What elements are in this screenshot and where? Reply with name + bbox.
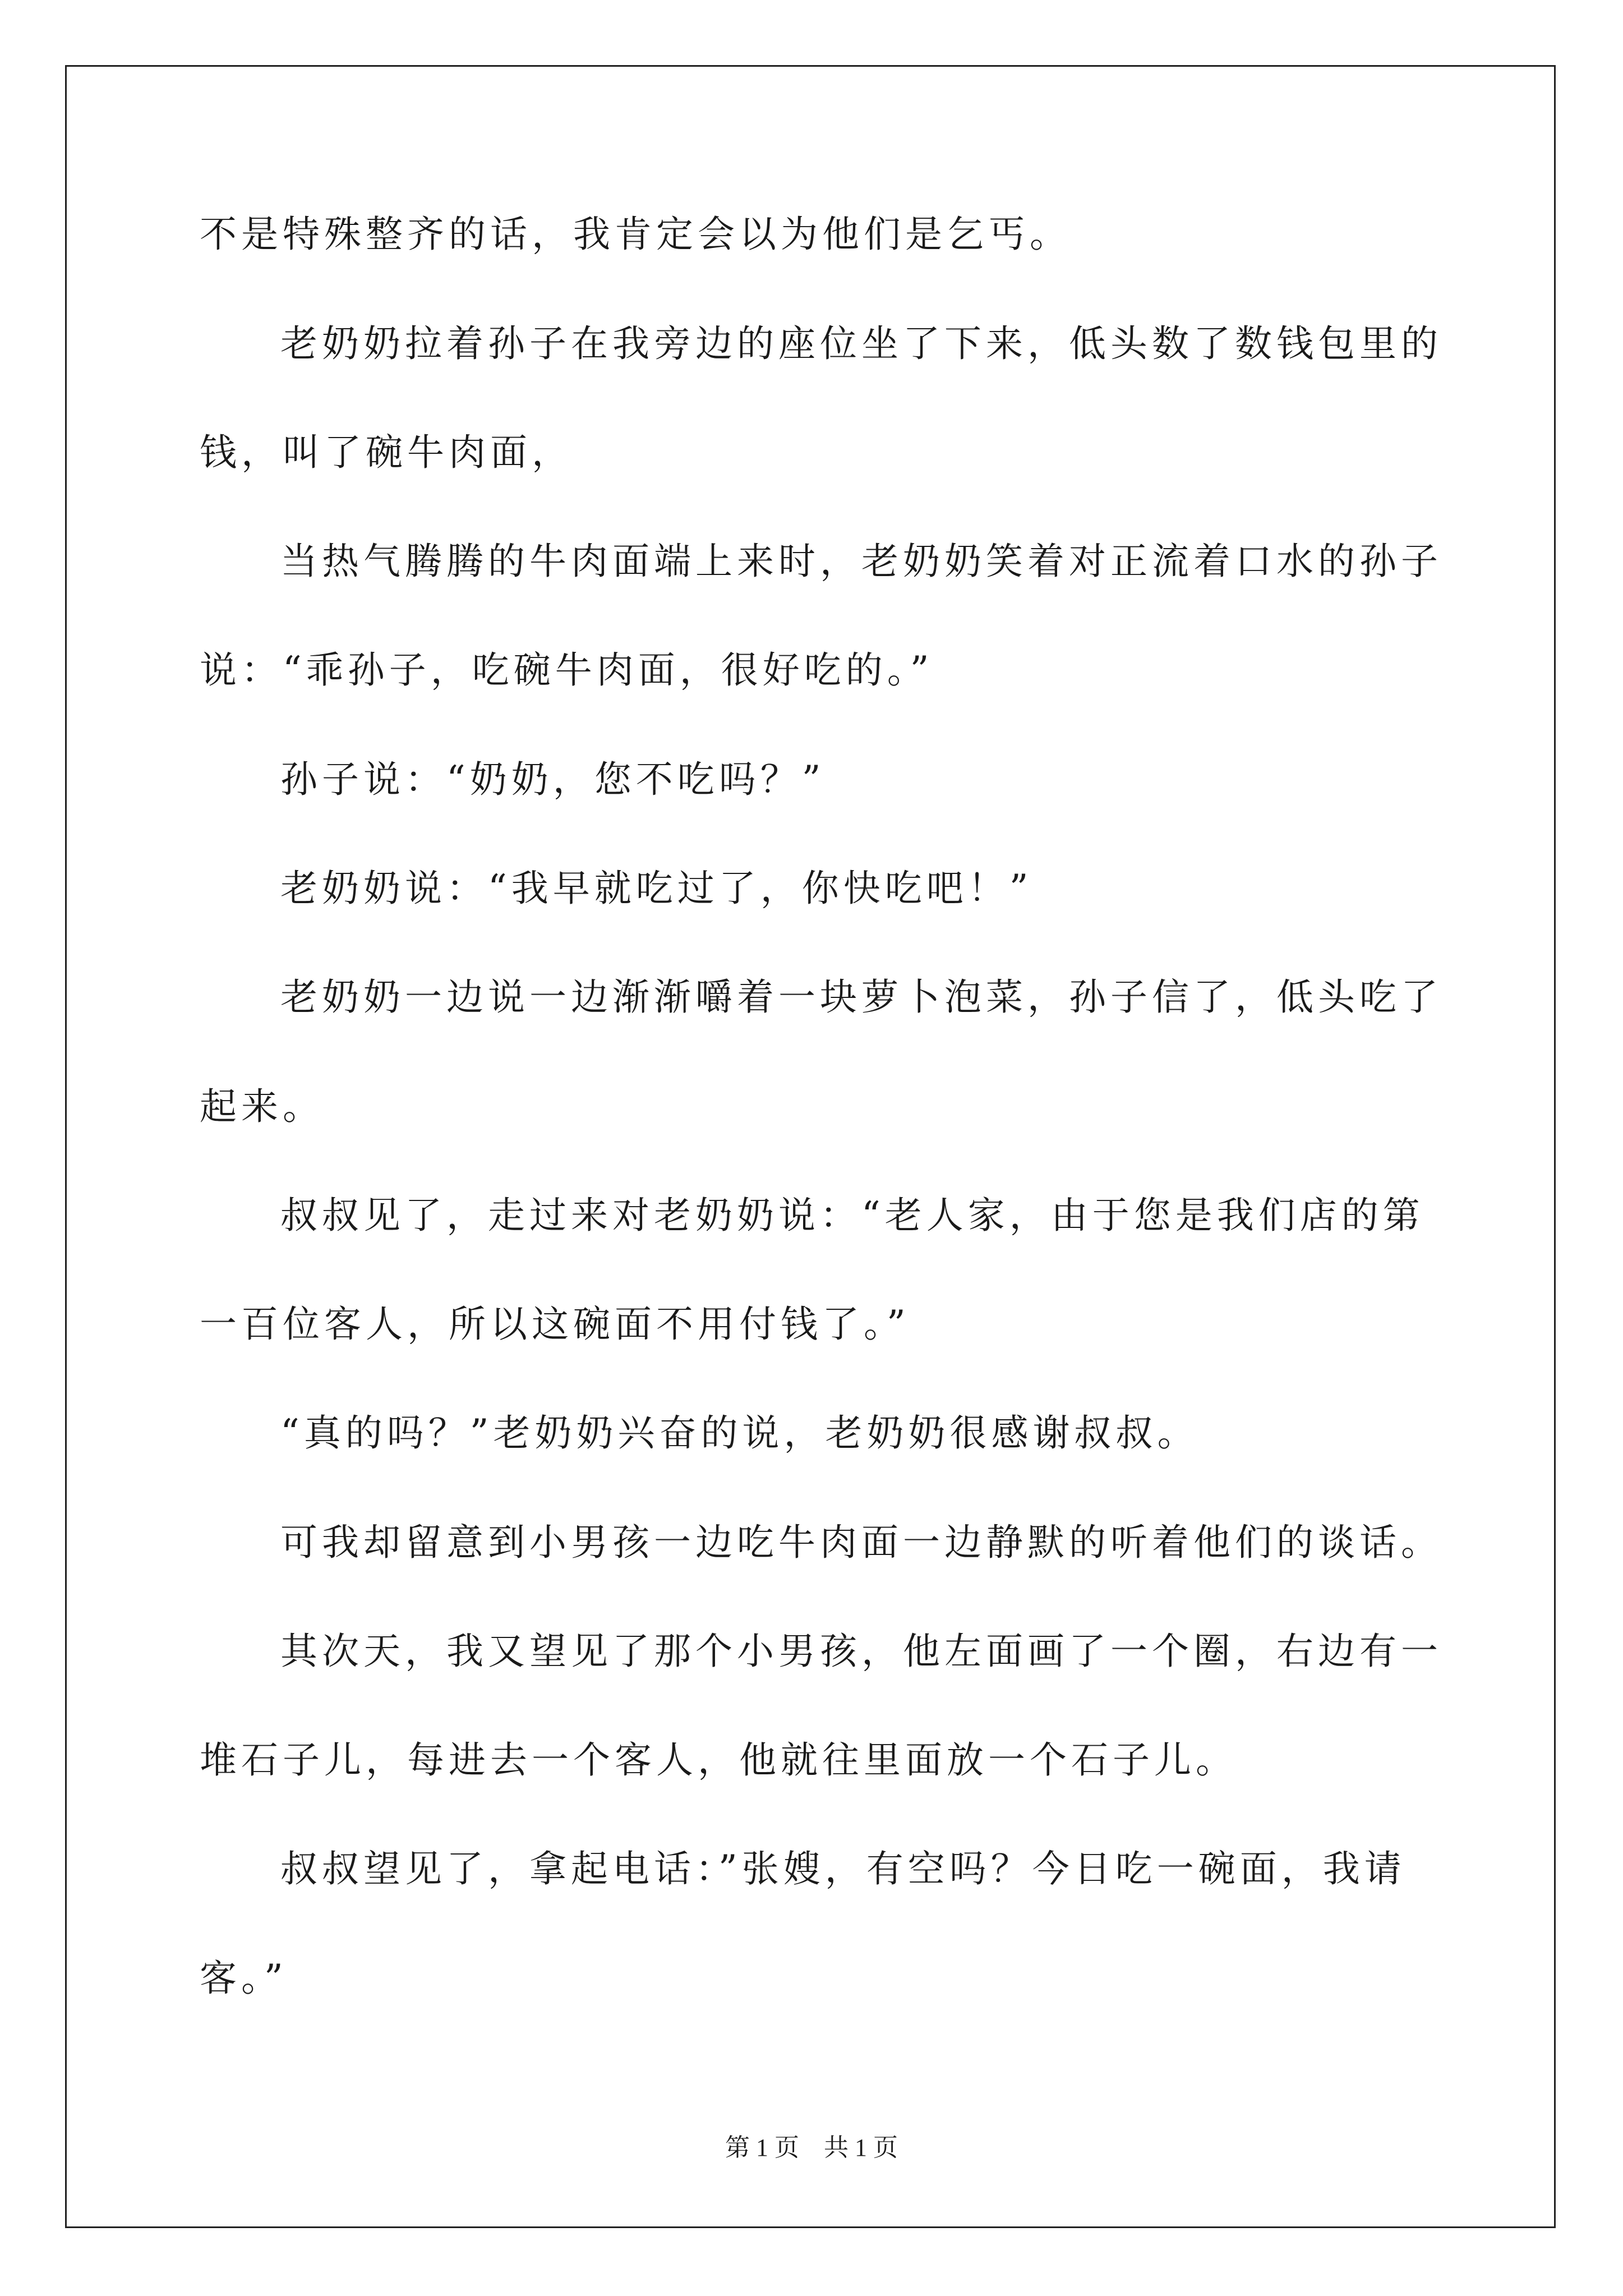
text-line: 一百位客人，所以这碗面不用付钱了。” [200, 1303, 910, 1346]
text-line: 不是特殊整齐的话，我肯定会以为他们是乞丐。 [200, 213, 1071, 256]
text-line: 起来。 [200, 1085, 324, 1128]
text-line: 老奶奶一边说一边渐渐嚼着一块萝卜泡菜，孙子信了，低头吃了 [280, 976, 1442, 1019]
paragraph [200, 1521, 1442, 1564]
text-line: 堆石子儿，每进去一个客人，他就往里面放一个石子儿。 [200, 1738, 1237, 1782]
paragraph [200, 213, 1071, 256]
paragraph-continuation [200, 1738, 1237, 1782]
paragraph [200, 1847, 1406, 1890]
text-line: 可我却留意到小男孩一边吃牛肉面一边静默的听着他们的谈话。 [280, 1521, 1442, 1564]
paragraph-continuation [200, 1957, 288, 2000]
text-line: 当热气腾腾的牛肉面端上来时，老奶奶笑着对正流着口水的孙子 [280, 540, 1442, 583]
page-footer [0, 2127, 1623, 2163]
paragraph [200, 322, 1442, 365]
paragraph [200, 867, 1033, 910]
text-line: 老奶奶说：“我早就吃过了，你快吃吧！” [280, 867, 1033, 910]
text-line: 叔叔望见了，拿起电话：”张嫂，有空吗？今日吃一碗面，我请 [280, 1847, 1406, 1890]
paragraph [200, 976, 1442, 1019]
text-line: 叔叔见了，走过来对老奶奶说：“老人家，由于您是我们店的第 [280, 1194, 1424, 1237]
paragraph-continuation [200, 1085, 324, 1128]
paragraph [200, 758, 826, 801]
paragraph-continuation [200, 1303, 910, 1346]
paragraph [200, 1411, 1199, 1455]
text-line: “真的吗？”老奶奶兴奋的说，老奶奶很感谢叔叔。 [280, 1411, 1199, 1455]
page-number-label: 第 1 页 共 1 页 [725, 2134, 898, 2161]
paragraph-continuation [200, 431, 573, 474]
paragraph [200, 540, 1442, 583]
text-line: 老奶奶拉着孙子在我旁边的座位坐了下来，低头数了数钱包里的 [280, 322, 1442, 365]
text-line: 其次天，我又望见了那个小男孩，他左面画了一个圈，右边有一 [280, 1630, 1442, 1673]
page-border [65, 65, 1556, 2228]
paragraph [200, 1194, 1424, 1237]
text-line: 说：“乖孙子，吃碗牛肉面，很好吃的。” [200, 648, 934, 692]
paragraph [200, 1630, 1442, 1673]
paragraph-continuation [200, 648, 934, 692]
text-line: 客。” [200, 1957, 288, 2000]
text-line: 钱，叫了碗牛肉面， [200, 431, 573, 474]
text-line: 孙子说：“奶奶，您不吃吗？” [280, 758, 826, 801]
